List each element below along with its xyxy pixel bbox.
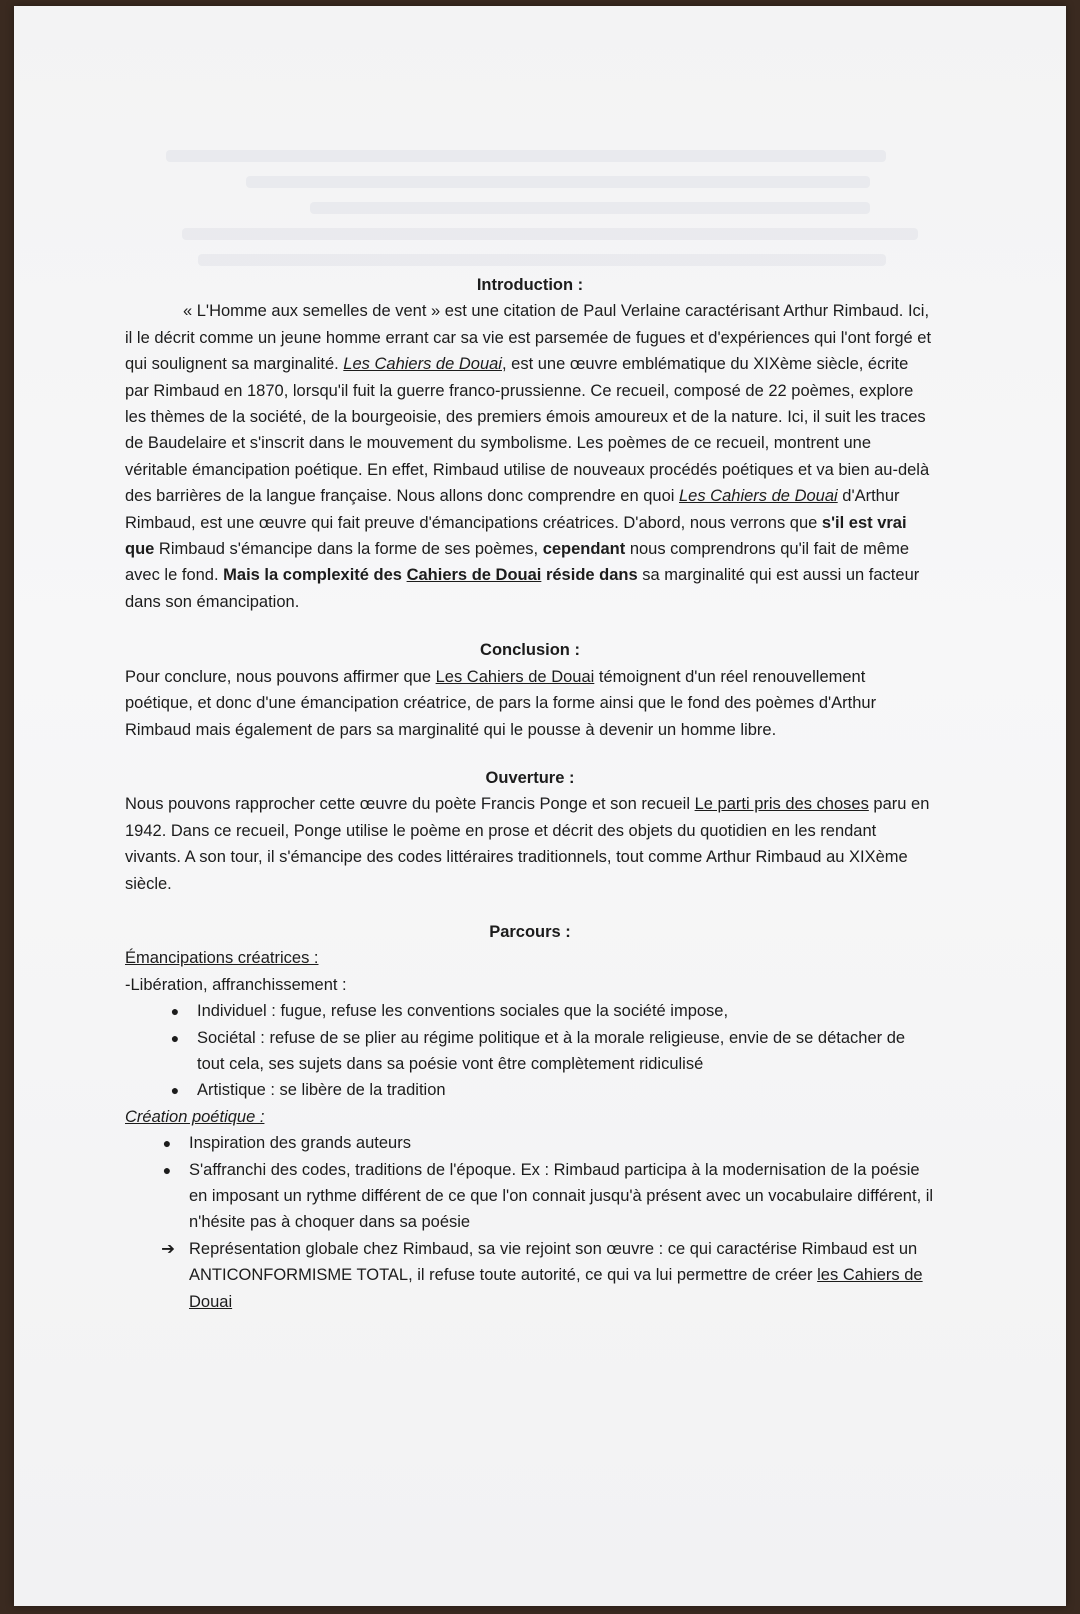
- list-item: ● Sociétal : refuse de se plier au régime politique et à la morale religieuse, envie de se détacher de tout cela, ses sujets dans sa poésie vont être complètement ridiculisé: [125, 1025, 935, 1078]
- list-item: ● Individuel : fugue, refuse les conventions sociales que la société impose,: [125, 998, 935, 1024]
- intro-text-3: d'Arthur Rimbaud, est une œuvre qui fait preuve d'émancipations créatrices. D'abord, nous verrons que: [125, 487, 900, 532]
- intro-bold-title: Cahiers de Douai: [406, 566, 542, 585]
- intro-text-6: sa marginalité qui est aussi un facteur dans son émancipation.: [125, 566, 920, 611]
- list-item: ● S'affranchi des codes, traditions de l'époque. Ex : Rimbaud participa à la modernisation de la poésie en imposant un rythme différent de ce que l'on connait jusqu'à présent avec un vocabulaire différent, il n'hésite pas à choquer dans sa poésie: [125, 1157, 935, 1236]
- list-item: ● Artistique : se libère de la tradition: [125, 1077, 935, 1103]
- ouverture-text-1: Nous pouvons rapprocher cette œuvre du poète Francis Ponge et son recueil: [125, 795, 695, 814]
- section-emancipations-title: Émancipations créatrices :: [125, 949, 319, 968]
- arrow-book-title: les Cahiers de Douai: [189, 1266, 923, 1311]
- ouverture-text-2: paru en 1942. Dans ce recueil, Ponge utilise le poème en prose et décrit des objets du quotidien en les rendant vivants. A son tour, il s'émancipe des codes littéraires traditionnels, tout comme Arthur Rimbaud au XIXème siècle.: [125, 795, 930, 893]
- intro-bold-2: cependant: [542, 540, 626, 559]
- conclusion-text-1: Pour conclure, nous pouvons affirmer que: [125, 667, 436, 686]
- document-body: [125, 272, 935, 1315]
- introduction-heading: Introduction :: [476, 276, 584, 294]
- list-item: ● Inspiration des grands auteurs: [125, 1130, 935, 1156]
- section-creation-title: Création poétique :: [125, 1107, 265, 1126]
- intro-bold-3: Mais la complexité des: [223, 566, 407, 585]
- intro-text-5: nous comprendrons qu'il fait de même avec le fond.: [125, 540, 910, 585]
- arrow-right-icon: ➔: [161, 1239, 175, 1258]
- bullet-icon: ●: [162, 1161, 172, 1178]
- conclusion-paragraph: [125, 664, 935, 743]
- parcours-heading: Parcours :: [489, 922, 571, 941]
- creation-list: [125, 1130, 935, 1315]
- ouverture-heading: Ouverture :: [485, 768, 575, 787]
- intro-book-title: Les Cahiers de Douai: [343, 355, 502, 374]
- intro-text-4: Rimbaud s'émancipe dans la forme de ses poèmes,: [154, 540, 543, 559]
- intro-bold-4: réside dans: [541, 566, 638, 585]
- introduction-paragraph: [125, 298, 935, 615]
- conclusion-heading: Conclusion :: [480, 641, 580, 660]
- section-emancipations-subtitle: -Libération, affranchissement :: [125, 975, 347, 994]
- ouverture-book-title: Le parti pris des choses: [694, 795, 869, 814]
- emancipations-list: [125, 998, 935, 1104]
- intro-text-2: , est une œuvre emblématique du XIXème siècle, écrite par Rimbaud en 1870, lorsqu'il fuit la guerre franco-prussienne. Ce recueil, composé de 22 poèmes, explore les thèmes de la société, de la bourgeoisie, des premiers émois amoureux et de la nature. Ici, il suit les traces de Baudelaire et s'inscrit dans le mouvement du symbolisme. Les poèmes de ce recueil, montrent une véritable émancipation poétique. En effet, Rimbaud utilise de nouveaux procédés poétiques et va bien au-delà des barrières de la langue française. Nous allons donc comprendre en quoi: [125, 355, 930, 506]
- list-item-arrow: ➔ Représentation globale chez Rimbaud, sa vie rejoint son œuvre : ce qui caractérise Rimbaud est un ANTICONFORMISME TOTAL, il refuse toute autorité, ce qui va lui permettre de créer les Cahiers de Douai: [125, 1236, 935, 1315]
- bullet-icon: ●: [170, 1029, 180, 1046]
- bullet-icon: ●: [162, 1135, 172, 1152]
- bullet-icon: ●: [170, 1082, 180, 1099]
- intro-text-1: « L'Homme aux semelles de vent » est une citation de Paul Verlaine caractérisant Arthur Rimbaud. Ici, il le décrit comme un jeune homme errant car sa vie est parsemée de fugues et d'expériences qui l'ont forgé et qui soulignent sa marginalité.: [125, 302, 932, 374]
- bullet-icon: ●: [170, 1003, 180, 1020]
- conclusion-book-title: Les Cahiers de Douai: [435, 667, 595, 686]
- conclusion-text-2: témoignent d'un réel renouvellement poétique, et donc d'une émancipation créatrice, de pars la forme ainsi que le fond des poèmes d'Arthur Rimbaud mais également de pars sa marginalité qui le pousse à devenir un homme libre.: [125, 667, 877, 739]
- ouverture-paragraph: [125, 791, 935, 897]
- intro-book-title-2: Les Cahiers de Douai: [679, 487, 838, 506]
- intro-bold-1: s'il est vrai que: [125, 513, 907, 559]
